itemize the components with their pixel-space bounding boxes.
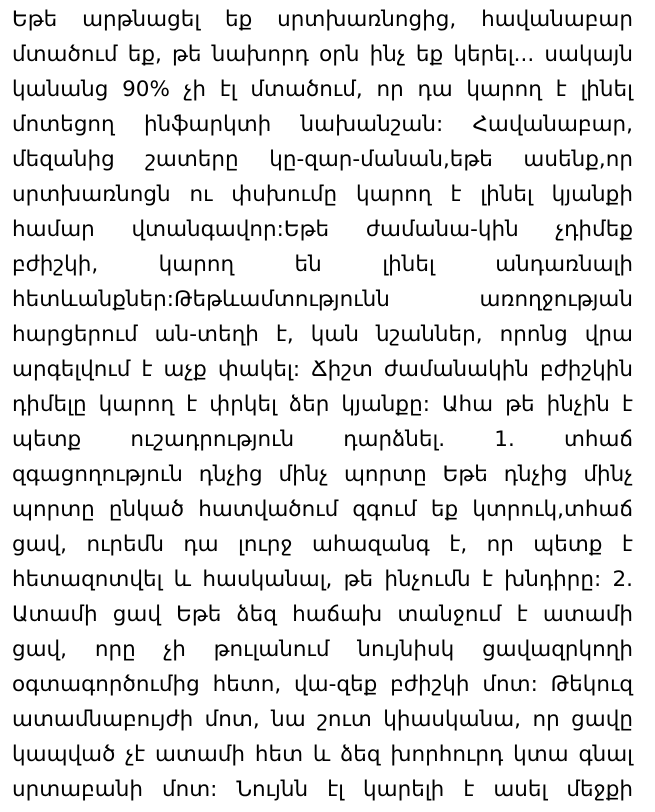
article-body-text: Եթե արթնացել եք սրտխառնոցից, հավանաբար մտածում եք, թե նախորդ օրն ինչ եք կերել... սակայն կանանց 90% չի էլ մտածում, որ դա կարող է լինել մոտեցող ինֆարկտի նախանշան: Հավանաբար, մեզանից շատերը կը-զար-մանան,եթե ասենք,որ սրտխառնոցն ու փսխումը կարող է լինել կյանքի համար վտանգավոր:Եթե ժամանա-կին չդիմեք բժիշկի, կարող են լինել անդառնալի հետևանքներ:Թեթևամտությունն առողջության հարցերում ան-տեղի է, կան նշաններ, որոնց վրա արգելվում է աչք փակել: Ճիշտ ժամանակին բժիշկին դիմելը կարող է փրկել ձեր կյանքը: Ահա թե ինչին է պետք ուշադրություն դարձնել. 1. տհաճ զգացողություն դնչից մինչ պորտը Եթե դնչից մինչ պորտը ընկած հատվածում զգում եք կտրուկ,տհաճ ցավ, ուրեմն դա լուրջ ահազանգ է, որ պետք է հետազոտվել և հասկանալ, թե ինչումն է խնդիրը: 2. Ատամի ցավ Եթե ձեզ հաճախ տանջում է ատամի ցավ, որը չի թուլանում նույնիսկ ցավազրկողի օգտագործումից հետո, վա-զեք բժիշկի մոտ: Թեկուզ ատամնաբույժի մոտ, նա շուտ կիասկանա, որ ցավը կապված չէ ատամի հետ և ձեզ խորհուրդ կտա գնալ սրտաբանի մոտ: Նույնն էլ կարելի է ասել մեջքի [12, 7, 633, 802]
